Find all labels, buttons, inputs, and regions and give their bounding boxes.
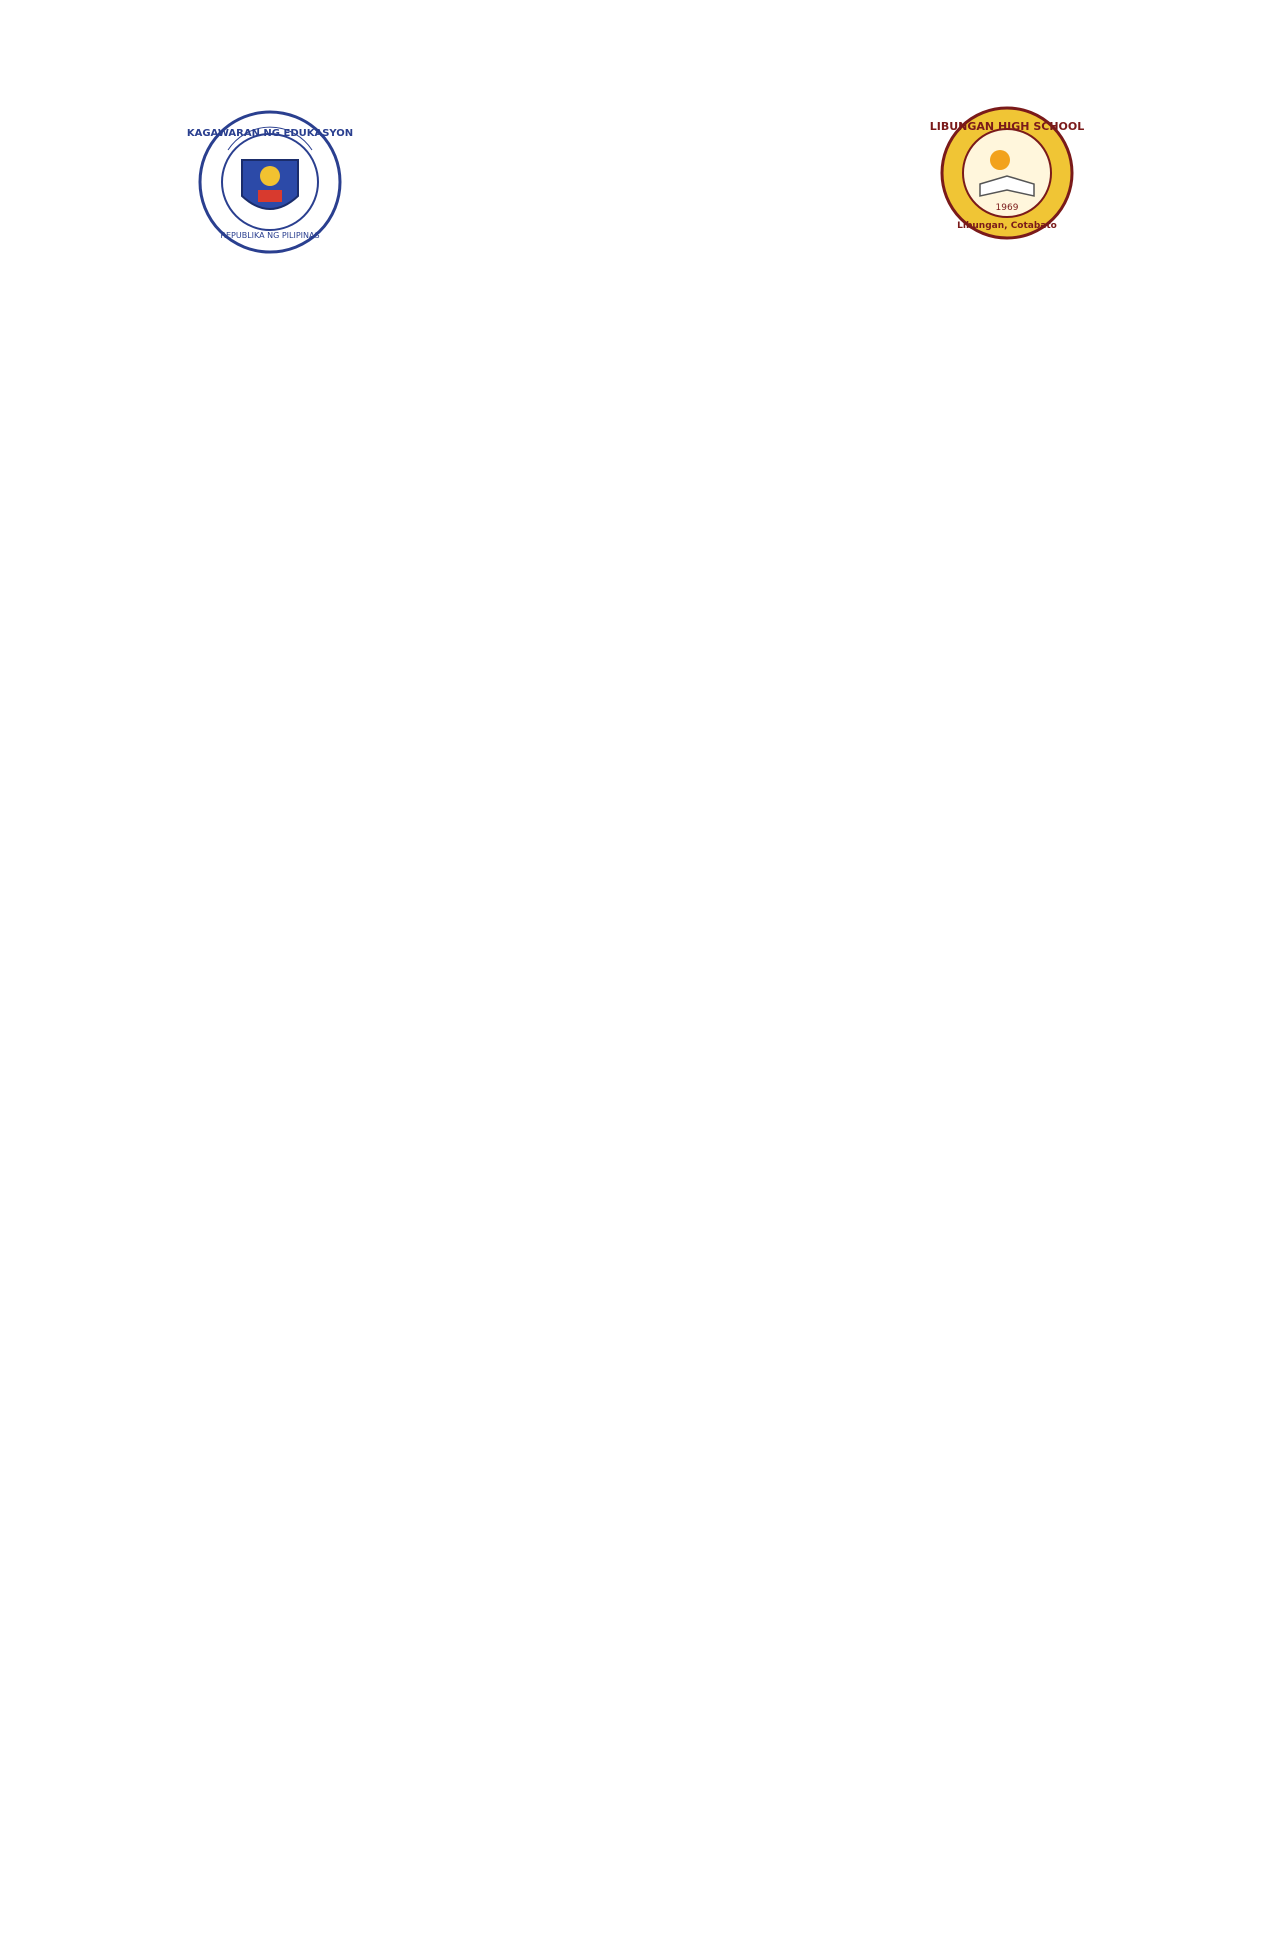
svg-text:Libungan, Cotabato: Libungan, Cotabato [957, 221, 1057, 231]
deped-seal-logo [186, 110, 354, 254]
svg-text:REPUBLIKA NG PILIPINAS: REPUBLIKA NG PILIPINAS [220, 231, 320, 240]
school-seal-logo [929, 106, 1085, 240]
svg-text:KAGAWARAN NG EDUKASYON: KAGAWARAN NG EDUKASYON [186, 128, 354, 139]
svg-text:1969: 1969 [995, 203, 1019, 213]
svg-text:LIBUNGAN HIGH SCHOOL: LIBUNGAN HIGH SCHOOL [929, 120, 1085, 133]
